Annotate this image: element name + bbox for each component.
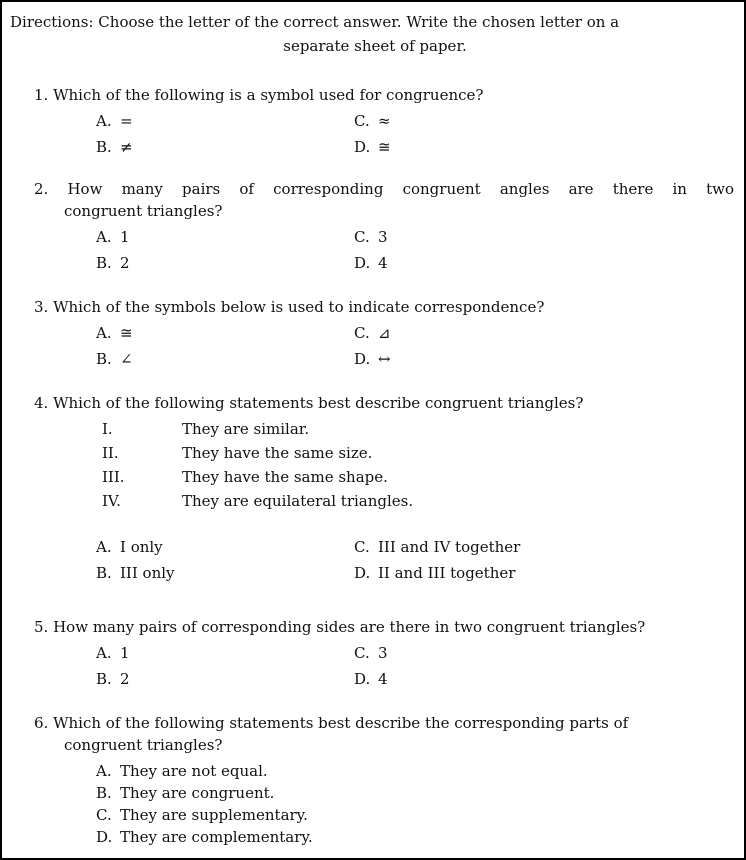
option-b: B. 2 [96,670,130,688]
question-5 [34,616,734,694]
question-number: 1. [34,86,49,104]
question-stem [34,84,734,106]
question-3 [34,296,734,374]
option-c: C. They are supplementary. [96,806,308,824]
option-a: A. 1 [96,228,130,246]
option-c: C. III and IV together [354,538,521,556]
question-stem [34,616,734,638]
option-d: D. ↔ [354,350,391,368]
option-d: D. They are complementary. [96,828,313,846]
options [34,322,734,374]
option-a: A. ≅ [96,324,133,342]
directions [2,10,744,58]
option-a: A. = [96,112,133,130]
option-c: C. ⊿ [354,324,391,342]
option-a: A. I only [96,538,163,556]
question-text-line-2: congruent triangles? [64,202,223,220]
question-text: How many pairs of corresponding sides are there in two congruent triangles? [53,618,646,636]
question-text: Which of the symbols below is used to indicate correspondence? [53,298,545,316]
option-b: B. 2 [96,254,130,272]
options [34,760,734,848]
option-d: D. ≅ [354,138,391,156]
question-number: 2. [34,180,49,198]
question-stem [34,296,734,318]
option-a: A. They are not equal. [96,762,268,780]
question-4 [34,392,734,588]
option-c: C. 3 [354,644,388,662]
option-b: B. III only [96,564,175,582]
option-b: B. ∠ [96,350,133,368]
question-2 [34,178,734,278]
question-number: 3. [34,298,49,316]
option-a: A. 1 [96,644,130,662]
option-b: B. ≠ [96,138,133,156]
question-number: 6. [34,714,49,732]
question-1 [34,84,734,162]
question-text-line-1: How many pairs of corresponding congruent angles are there in two [67,180,734,198]
option-d: D. 4 [354,254,388,272]
directions-line-2: separate sheet of paper. [283,37,467,55]
directions-line-1: Directions: Choose the letter of the correct answer. Write the chosen letter on a [10,13,620,31]
statement-list: I. They are similar. II. They have the same size. III. They have the same shape. IV. They are equilateral triangles. [102,420,414,510]
option-d: D. 4 [354,670,388,688]
option-d: D. II and III together [354,564,516,582]
question-text: Which of the following is a symbol used for congruence? [53,86,484,104]
options [34,642,734,694]
question-number: 5. [34,618,49,636]
question-text-line-1: Which of the following statements best describe the corresponding parts of [53,714,629,732]
option-c: C. ≈ [354,112,391,130]
question-number: 4. [34,394,49,412]
question-6 [34,712,734,848]
option-b: B. They are congruent. [96,784,275,802]
question-stem [34,392,734,414]
options [34,110,734,162]
question-text-line-2: congruent triangles? [64,736,223,754]
question-stem [34,712,734,756]
option-c: C. 3 [354,228,388,246]
options [34,226,734,278]
question-text: Which of the following statements best describe congruent triangles? [53,394,584,412]
options [34,536,734,588]
question-stem [34,178,734,222]
